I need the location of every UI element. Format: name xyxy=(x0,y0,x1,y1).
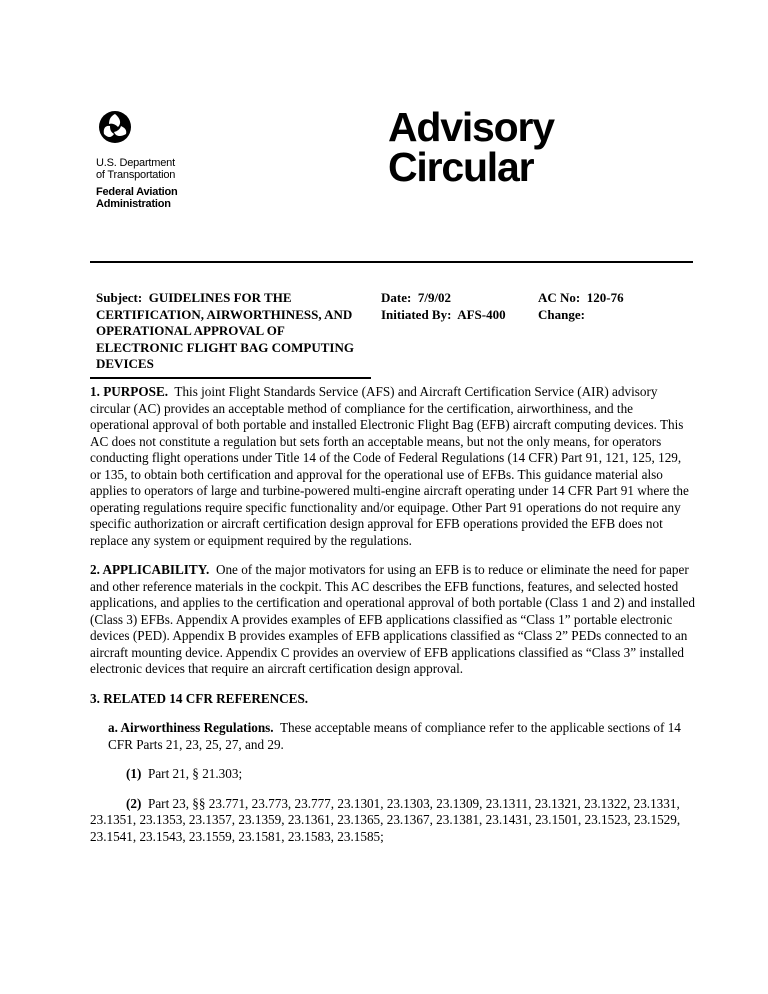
date-block xyxy=(381,290,541,323)
initiated-value: AFS-400 xyxy=(457,306,506,322)
list-item-1 xyxy=(90,766,695,783)
section-applicability-text: One of the major motivators for using an EFB is to reduce or eliminate the need for paper and other reference materials in the cockpit. This AC describes the EFB functions, features, and selected hosted applications, and applies to the certification and operational approval of both portable (Class 1 and 2) and installed (Class 3) EFBs. Appendix A provides examples of EFB applications classified as “Class 1” portable electronic devices (PED). Appendix B provides examples of EFB applications classified as “Class 2” PEDs connected to an aircraft mounting device. Appendix C provides an overview of EFB applications classified as “Class 3” installed electronic devices that require an aircraft certification design approval. xyxy=(90,562,695,676)
section-applicability-title: 2. APPLICABILITY. xyxy=(90,562,210,577)
subject-text: GUIDELINES FOR THE CERTIFICATION, AIRWORTHINESS, AND OPERATIONAL APPROVAL OF ELECTRONIC FLIGHT BAG COMPUTING DEVICES xyxy=(96,290,354,371)
section-related xyxy=(90,691,695,708)
agency-line-2: of Transportation xyxy=(96,169,176,181)
ac-number-block xyxy=(538,290,688,323)
subject-block xyxy=(96,290,368,373)
dot-logo xyxy=(96,110,178,210)
document-title xyxy=(388,104,554,190)
list-item-1-num: (1) xyxy=(126,766,142,781)
document-title-line-2: Circular xyxy=(388,144,534,190)
section-purpose-text: This joint Flight Standards Service (AFS) and Aircraft Certification Service (AIR) advisory circular (AC) provides an acceptable method of compliance for the certification, airworthiness, and the operational approval of both portable and installed Electronic Flight Bag (EFB) aircraft computing devices. This AC does not constitute a regulation but sets forth an acceptable means, but not the only means, for operators conducting flight operations under Title 14 of the Code of Federal Regulations (14 CFR) Part 91, 121, 125, 129, or 135, to obtain both certification and approval for the operational use of EFBs. This guidance material also applies to operators of large and turbine-powered multi-engine aircraft operating under 14 CFR Part 91 where the operating regulations require specific functionality and/or equipage. Other Part 91 operations do not require any specific authorization or aircraft certification design approval for EFB operations provided the EFB does not replace any system or equipment required by the regulations. xyxy=(90,384,689,548)
subject-rule xyxy=(90,377,371,379)
section-purpose-title: 1. PURPOSE. xyxy=(90,384,169,399)
date-value: 7/9/02 xyxy=(417,290,452,305)
date-label: Date: xyxy=(381,290,412,305)
subsection-airworthiness-text: These acceptable means of compliance refer to the applicable sections of 14 CFR Parts 21, 23, 25, 27, and 29. xyxy=(108,720,681,752)
list-item-2-text: Part 23, §§ 23.771, 23.773, 23.777, 23.1301, 23.1303, 23.1309, 23.1311, 23.1321, 23.1322, 23.1331, 23.1351, 23.1353, 23.1357, 23.1359, 23.1361, 23.1365, 23.1367, 23.1381, 23.1431, 23.1501, 23.1523, 23.1529, 23.1541, 23.1543, 23.1559, 23.1581, 23.1583, 23.1585; xyxy=(90,795,681,844)
dot-triskelion-icon xyxy=(98,110,132,144)
agency-line-4: Administration xyxy=(96,198,171,210)
ac-no-value: 120-76 xyxy=(586,290,624,305)
subject-label: Subject: xyxy=(96,290,143,305)
initiated-label: Initiated By: xyxy=(381,306,452,322)
ac-no-label: AC No: xyxy=(538,290,581,305)
section-related-title: 3. RELATED 14 CFR REFERENCES. xyxy=(90,690,309,706)
subsection-airworthiness-title: a. Airworthiness Regulations. xyxy=(108,720,274,735)
section-applicability xyxy=(90,562,695,678)
list-item-2 xyxy=(90,796,695,846)
agency-line-3: Federal Aviation xyxy=(96,186,178,198)
document-title-line-1: Advisory xyxy=(388,104,554,150)
document-body xyxy=(90,384,695,858)
header-rule xyxy=(90,261,693,263)
agency-line-1: U.S. Department xyxy=(96,157,175,169)
subsection-airworthiness xyxy=(90,720,695,753)
list-item-2-num: (2) xyxy=(126,795,142,811)
list-item-1-text: Part 21, § 21.303; xyxy=(147,766,243,781)
section-purpose xyxy=(90,384,695,549)
change-label: Change: xyxy=(538,306,585,322)
